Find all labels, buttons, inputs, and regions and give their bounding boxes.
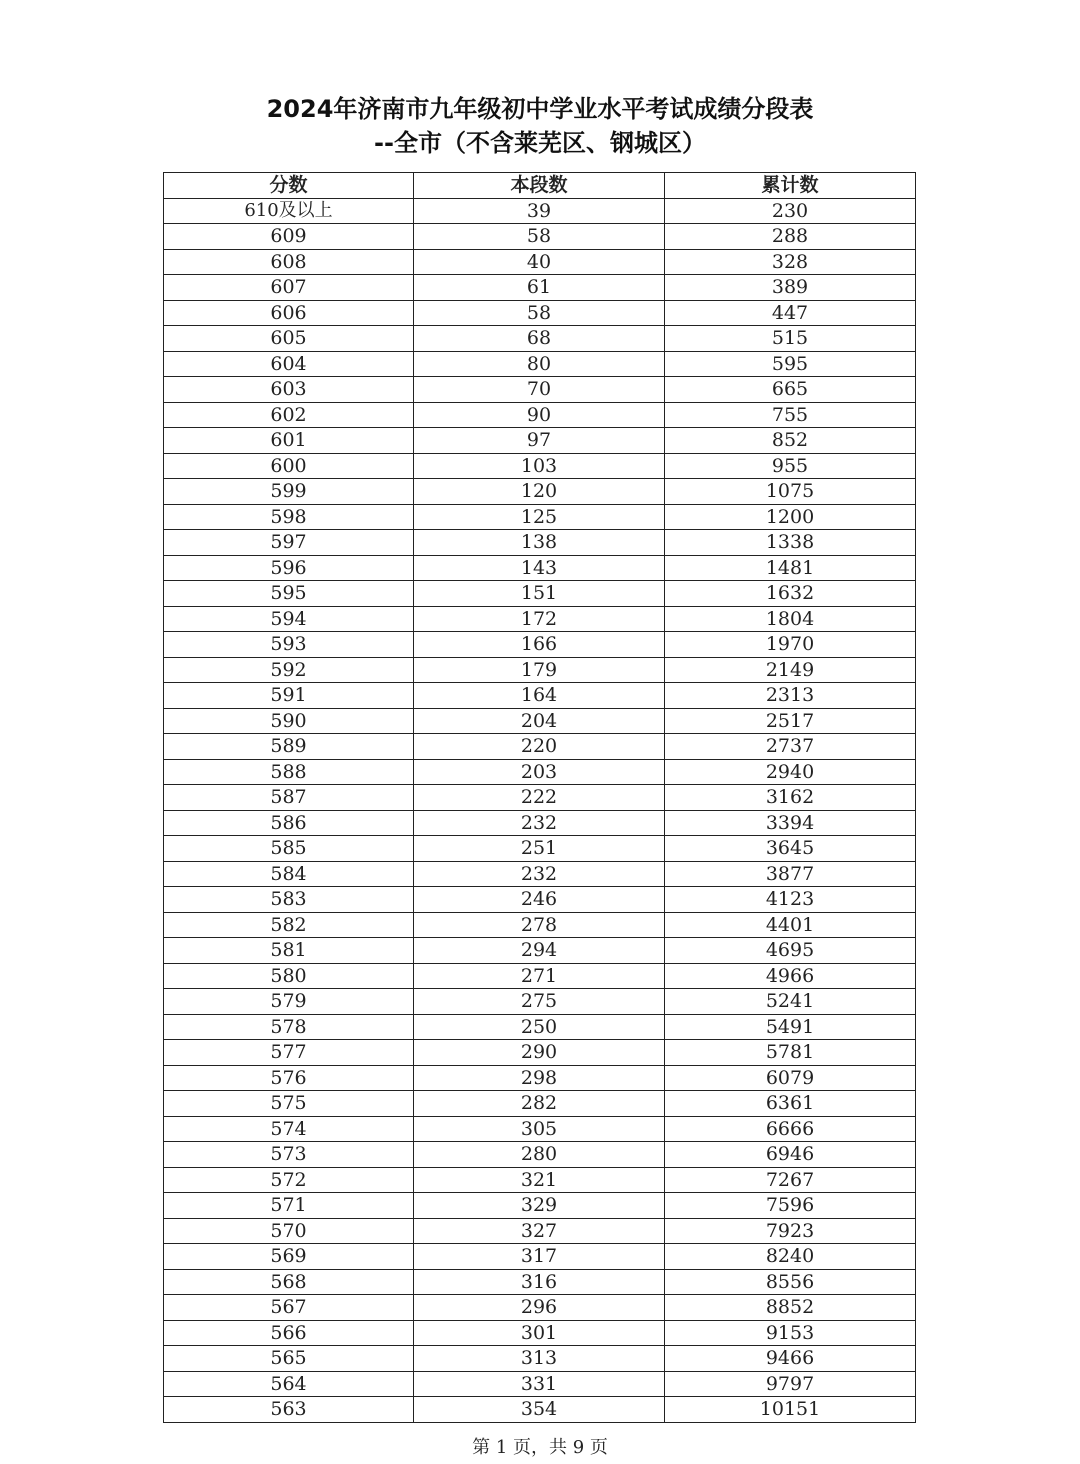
- cell-score: 582: [164, 912, 414, 938]
- table-row: [164, 198, 916, 224]
- cell-cumulative-count: 2313: [665, 683, 916, 709]
- cell-cumulative-count: 1075: [665, 479, 916, 505]
- table-row: [164, 734, 916, 760]
- cell-cumulative-count: 7596: [665, 1193, 916, 1219]
- cell-score: 578: [164, 1014, 414, 1040]
- cell-score: 565: [164, 1346, 414, 1372]
- table-row: [164, 1244, 916, 1270]
- cell-score: 589: [164, 734, 414, 760]
- table-row: [164, 1320, 916, 1346]
- table-row: [164, 1193, 916, 1219]
- cell-score: 585: [164, 836, 414, 862]
- cell-cumulative-count: 230: [665, 198, 916, 224]
- cell-score: 606: [164, 300, 414, 326]
- cell-cumulative-count: 8556: [665, 1269, 916, 1295]
- table-row: [164, 1346, 916, 1372]
- cell-segment-count: 220: [414, 734, 665, 760]
- cell-segment-count: 103: [414, 453, 665, 479]
- table-row: [164, 683, 916, 709]
- cell-score: 576: [164, 1065, 414, 1091]
- cell-score: 586: [164, 810, 414, 836]
- cell-score: 574: [164, 1116, 414, 1142]
- table-row: [164, 1040, 916, 1066]
- cell-cumulative-count: 3394: [665, 810, 916, 836]
- cell-score: 605: [164, 326, 414, 352]
- cell-cumulative-count: 9797: [665, 1371, 916, 1397]
- cell-segment-count: 40: [414, 249, 665, 275]
- table-row: [164, 657, 916, 683]
- cell-score: 607: [164, 275, 414, 301]
- cell-score: 571: [164, 1193, 414, 1219]
- cell-cumulative-count: 10151: [665, 1397, 916, 1423]
- cell-segment-count: 296: [414, 1295, 665, 1321]
- cell-cumulative-count: 4966: [665, 963, 916, 989]
- cell-score: 591: [164, 683, 414, 709]
- cell-segment-count: 354: [414, 1397, 665, 1423]
- cell-segment-count: 317: [414, 1244, 665, 1270]
- cell-cumulative-count: 515: [665, 326, 916, 352]
- header-score: 分数: [164, 173, 414, 199]
- cell-cumulative-count: 4401: [665, 912, 916, 938]
- cell-cumulative-count: 2517: [665, 708, 916, 734]
- cell-score: 579: [164, 989, 414, 1015]
- cell-cumulative-count: 1632: [665, 581, 916, 607]
- table-row: [164, 479, 916, 505]
- table-row: [164, 938, 916, 964]
- table-row: [164, 555, 916, 581]
- table-row: [164, 1269, 916, 1295]
- cell-score: 610及以上: [164, 198, 414, 224]
- cell-segment-count: 305: [414, 1116, 665, 1142]
- cell-segment-count: 294: [414, 938, 665, 964]
- cell-segment-count: 68: [414, 326, 665, 352]
- table-row: [164, 530, 916, 556]
- cell-cumulative-count: 288: [665, 224, 916, 250]
- table-body: [164, 198, 916, 1422]
- table-row: [164, 606, 916, 632]
- table-row: [164, 836, 916, 862]
- table-row: [164, 861, 916, 887]
- cell-cumulative-count: 1200: [665, 504, 916, 530]
- cell-score: 608: [164, 249, 414, 275]
- table-row: [164, 275, 916, 301]
- cell-segment-count: 179: [414, 657, 665, 683]
- cell-cumulative-count: 852: [665, 428, 916, 454]
- cell-cumulative-count: 7267: [665, 1167, 916, 1193]
- table-row: [164, 1397, 916, 1423]
- cell-cumulative-count: 955: [665, 453, 916, 479]
- table-row: [164, 912, 916, 938]
- cell-segment-count: 222: [414, 785, 665, 811]
- table-row: [164, 887, 916, 913]
- cell-segment-count: 151: [414, 581, 665, 607]
- cell-score: 581: [164, 938, 414, 964]
- cell-segment-count: 278: [414, 912, 665, 938]
- table-row: [164, 351, 916, 377]
- table-row: [164, 402, 916, 428]
- cell-segment-count: 203: [414, 759, 665, 785]
- cell-cumulative-count: 3645: [665, 836, 916, 862]
- cell-score: 590: [164, 708, 414, 734]
- cell-cumulative-count: 755: [665, 402, 916, 428]
- table-row: [164, 249, 916, 275]
- cell-score: 595: [164, 581, 414, 607]
- cell-score: 569: [164, 1244, 414, 1270]
- table-row: [164, 1295, 916, 1321]
- cell-segment-count: 250: [414, 1014, 665, 1040]
- cell-score: 601: [164, 428, 414, 454]
- cell-score: 568: [164, 1269, 414, 1295]
- cell-score: 573: [164, 1142, 414, 1168]
- cell-cumulative-count: 2149: [665, 657, 916, 683]
- cell-segment-count: 70: [414, 377, 665, 403]
- document-subtitle: --全市（不含莱芜区、钢城区）: [374, 129, 706, 157]
- cell-score: 567: [164, 1295, 414, 1321]
- cell-score: 572: [164, 1167, 414, 1193]
- cell-cumulative-count: 2940: [665, 759, 916, 785]
- cell-cumulative-count: 3877: [665, 861, 916, 887]
- cell-cumulative-count: 8852: [665, 1295, 916, 1321]
- cell-cumulative-count: 1804: [665, 606, 916, 632]
- cell-score: 597: [164, 530, 414, 556]
- table-row: [164, 504, 916, 530]
- cell-segment-count: 313: [414, 1346, 665, 1372]
- cell-score: 594: [164, 606, 414, 632]
- cell-score: 575: [164, 1091, 414, 1117]
- cell-cumulative-count: 8240: [665, 1244, 916, 1270]
- cell-cumulative-count: 5241: [665, 989, 916, 1015]
- cell-cumulative-count: 665: [665, 377, 916, 403]
- cell-cumulative-count: 6666: [665, 1116, 916, 1142]
- cell-cumulative-count: 4123: [665, 887, 916, 913]
- cell-cumulative-count: 1338: [665, 530, 916, 556]
- cell-score: 588: [164, 759, 414, 785]
- table-row: [164, 810, 916, 836]
- table-row: [164, 1142, 916, 1168]
- cell-segment-count: 271: [414, 963, 665, 989]
- cell-segment-count: 298: [414, 1065, 665, 1091]
- cell-segment-count: 39: [414, 198, 665, 224]
- table-row: [164, 1116, 916, 1142]
- cell-segment-count: 120: [414, 479, 665, 505]
- cell-segment-count: 125: [414, 504, 665, 530]
- cell-score: 564: [164, 1371, 414, 1397]
- cell-score: 603: [164, 377, 414, 403]
- cell-segment-count: 316: [414, 1269, 665, 1295]
- cell-segment-count: 97: [414, 428, 665, 454]
- table-row: [164, 708, 916, 734]
- cell-segment-count: 80: [414, 351, 665, 377]
- cell-score: 598: [164, 504, 414, 530]
- cell-cumulative-count: 447: [665, 300, 916, 326]
- cell-score: 577: [164, 1040, 414, 1066]
- cell-segment-count: 290: [414, 1040, 665, 1066]
- cell-cumulative-count: 5491: [665, 1014, 916, 1040]
- cell-segment-count: 251: [414, 836, 665, 862]
- cell-segment-count: 61: [414, 275, 665, 301]
- cell-segment-count: 280: [414, 1142, 665, 1168]
- cell-segment-count: 90: [414, 402, 665, 428]
- cell-cumulative-count: 595: [665, 351, 916, 377]
- cell-segment-count: 166: [414, 632, 665, 658]
- cell-score: 570: [164, 1218, 414, 1244]
- table-row: [164, 785, 916, 811]
- cell-cumulative-count: 3162: [665, 785, 916, 811]
- cell-cumulative-count: 4695: [665, 938, 916, 964]
- table-row: [164, 377, 916, 403]
- score-distribution-table: [163, 172, 916, 1423]
- table-row: [164, 300, 916, 326]
- cell-score: 584: [164, 861, 414, 887]
- cell-score: 563: [164, 1397, 414, 1423]
- table-row: [164, 428, 916, 454]
- cell-cumulative-count: 389: [665, 275, 916, 301]
- cell-score: 583: [164, 887, 414, 913]
- table-row: [164, 1065, 916, 1091]
- table-row: [164, 453, 916, 479]
- cell-score: 609: [164, 224, 414, 250]
- header-cumulative-count: 累计数: [665, 173, 916, 199]
- cell-score: 602: [164, 402, 414, 428]
- table-row: [164, 326, 916, 352]
- cell-cumulative-count: 6079: [665, 1065, 916, 1091]
- table-row: [164, 1371, 916, 1397]
- cell-cumulative-count: 9153: [665, 1320, 916, 1346]
- cell-score: 566: [164, 1320, 414, 1346]
- table-row: [164, 1167, 916, 1193]
- cell-segment-count: 232: [414, 861, 665, 887]
- cell-segment-count: 301: [414, 1320, 665, 1346]
- cell-segment-count: 327: [414, 1218, 665, 1244]
- cell-cumulative-count: 1481: [665, 555, 916, 581]
- cell-cumulative-count: 2737: [665, 734, 916, 760]
- table-row: [164, 1218, 916, 1244]
- cell-cumulative-count: 6946: [665, 1142, 916, 1168]
- cell-cumulative-count: 5781: [665, 1040, 916, 1066]
- cell-score: 593: [164, 632, 414, 658]
- cell-cumulative-count: 1970: [665, 632, 916, 658]
- cell-segment-count: 58: [414, 224, 665, 250]
- cell-segment-count: 164: [414, 683, 665, 709]
- cell-segment-count: 275: [414, 989, 665, 1015]
- header-segment-count: 本段数: [414, 173, 665, 199]
- cell-cumulative-count: 7923: [665, 1218, 916, 1244]
- table-row: [164, 224, 916, 250]
- table-row: [164, 963, 916, 989]
- table-row: [164, 1014, 916, 1040]
- table-row: [164, 1091, 916, 1117]
- cell-segment-count: 329: [414, 1193, 665, 1219]
- table-row: [164, 759, 916, 785]
- cell-score: 587: [164, 785, 414, 811]
- table-row: [164, 989, 916, 1015]
- cell-segment-count: 172: [414, 606, 665, 632]
- cell-cumulative-count: 9466: [665, 1346, 916, 1372]
- cell-score: 580: [164, 963, 414, 989]
- cell-segment-count: 143: [414, 555, 665, 581]
- cell-score: 592: [164, 657, 414, 683]
- document-title: 2024年济南市九年级初中学业水平考试成绩分段表: [266, 95, 814, 123]
- page-footer: 第 1 页，共 9 页: [472, 1437, 608, 1458]
- table-row: [164, 632, 916, 658]
- cell-score: 599: [164, 479, 414, 505]
- cell-segment-count: 331: [414, 1371, 665, 1397]
- cell-segment-count: 321: [414, 1167, 665, 1193]
- table-row: [164, 581, 916, 607]
- cell-segment-count: 204: [414, 708, 665, 734]
- cell-cumulative-count: 328: [665, 249, 916, 275]
- cell-segment-count: 282: [414, 1091, 665, 1117]
- cell-segment-count: 246: [414, 887, 665, 913]
- table-header-row: [164, 173, 916, 199]
- cell-segment-count: 138: [414, 530, 665, 556]
- cell-segment-count: 58: [414, 300, 665, 326]
- cell-cumulative-count: 6361: [665, 1091, 916, 1117]
- cell-score: 596: [164, 555, 414, 581]
- cell-segment-count: 232: [414, 810, 665, 836]
- cell-score: 600: [164, 453, 414, 479]
- cell-score: 604: [164, 351, 414, 377]
